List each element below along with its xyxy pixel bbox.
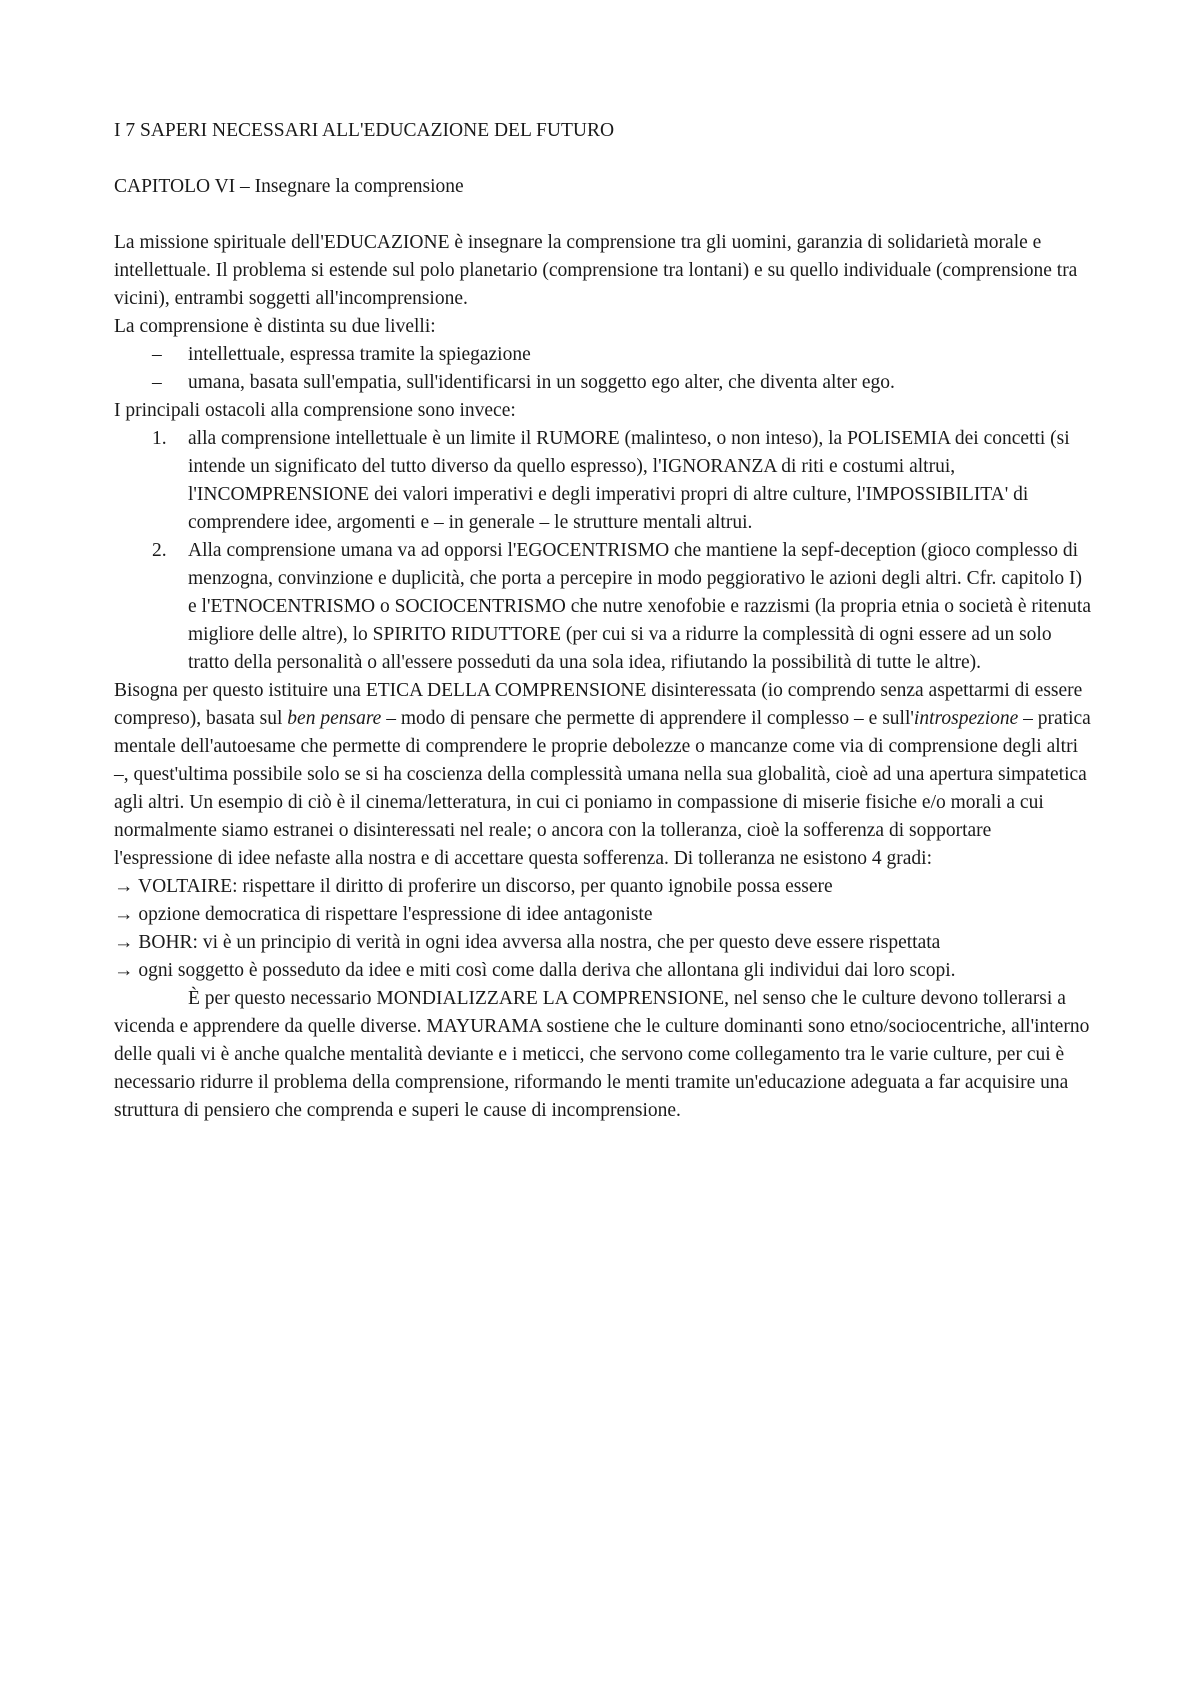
tolerance-line: → ogni soggetto è posseduto da idee e miti così come dalla deriva che allontana gli individui dai loro scopi. — [114, 960, 956, 981]
obstacles-intro: I principali ostacoli alla comprensione sono invece: — [114, 400, 516, 421]
chapter-heading: CAPITOLO VI – Insegnare la comprensione — [114, 176, 464, 197]
list-item — [114, 425, 1094, 537]
list-item-text: alla comprensione intellettuale è un limite il RUMORE (malinteso, o non inteso), la POLISEMIA dei concetti (si intende un significato del tutto diverso da quello espresso), l'IGNORANZA di riti e costumi altrui, l'INCOMPRENSIONE dei valori imperativi e degli imperativi propri di altre culture, l'IMPOSSIBILITA' di comprendere idee, argomenti e – in generale – le strutture mentali altrui. — [188, 428, 1070, 533]
list-item — [114, 341, 1094, 369]
ethics-paragraph — [114, 677, 1094, 873]
list-item-text: umana, basata sull'empatia, sull'identificarsi in un soggetto ego alter, che diventa alter ego. — [188, 372, 895, 393]
list-item-text: Alla comprensione umana va ad opporsi l'EGOCENTRISMO che mantiene la sepf-deception (gioco complesso di menzogna, convinzione e duplicità, che porta a percepire in modo peggiorativo le azioni degli altri. Cfr. capitolo I) e l'ETNOCENTRISMO o SOCIOCENTRISMO che nutre xenofobie e razzismi (la propria etnia o società è ritenuta migliore delle altre), lo SPIRITO RIDUTTORE (per cui si va a ridurre la complessità di ogni essere ad un solo tratto della personalità o all'essere posseduti da una sola idea, rifiutando la possibilità di tutte le altre). — [188, 540, 1091, 673]
levels-intro: La comprensione è distinta su due livelli: — [114, 316, 436, 337]
ethics-text-part: – pratica mentale dell'autoesame che permette di comprendere le proprie debolezze o mancanze come via di comprensione degli altri –, quest'ultima possibile solo se si ha coscienza della complessità umana nella sua globalità, cioè ad una apertura simpatetica agli altri. Un esempio di ciò è il cinema/letteratura, in cui ci poniamo in compassione di miserie fisiche e/o morali a cui normalmente siamo estranei o disinteressati nel reale; o ancora con la tolleranza, cioè la sofferenza di sopportare l'espressione di idee nefaste alla nostra e di accettare questa sofferenza. Di tolleranza ne esistono 4 gradi: — [114, 708, 1091, 869]
tolerance-line: → BOHR: vi è un principio di verità in ogni idea avversa alla nostra, che per questo deve essere rispettata — [114, 932, 941, 953]
list-item — [114, 537, 1094, 677]
list-number: 1. — [152, 428, 167, 449]
levels-list — [114, 341, 1094, 397]
ethics-emphasis: ben pensare — [287, 708, 382, 729]
conclusion-paragraph: È per questo necessario MONDIALIZZARE LA COMPRENSIONE, nel senso che le culture devono tollerarsi a vicenda e apprendere da quelle diverse. MAYURAMA sostiene che le culture dominanti sono etno/sociocentriche, all'interno delle quali vi è anche qualche mentalità deviante e i meticci, che servono come collegamento tra le varie culture, per cui è necessario ridurre il problema della comprensione, riformando le menti tramite un'educazione adeguata a far acquisire una struttura di pensiero che comprenda e superi le cause di incomprensione. — [114, 988, 1090, 1121]
obstacles-list — [114, 425, 1094, 677]
list-item — [114, 369, 1094, 397]
list-number: 2. — [152, 540, 167, 561]
ethics-text-part: – modo di pensare che permette di apprendere il complesso – e sull' — [381, 708, 914, 729]
dash-bullet: – — [152, 344, 162, 365]
ethics-emphasis: introspezione — [913, 708, 1019, 729]
tolerance-line: → VOLTAIRE: rispettare il diritto di proferire un discorso, per quanto ignobile possa essere — [114, 876, 833, 897]
tolerance-line: → opzione democratica di rispettare l'espressione di idee antagoniste — [114, 904, 653, 925]
ethics-text-part: Bisogna per questo istituire una ETICA DELLA COMPRENSIONE disinteressata (io comprendo senza aspettarmi di essere compreso), basata sul — [114, 680, 1083, 729]
document-title: I 7 SAPERI NECESSARI ALL'EDUCAZIONE DEL FUTURO — [114, 120, 615, 141]
dash-bullet: – — [152, 372, 162, 393]
intro-paragraph: La missione spirituale dell'EDUCAZIONE è insegnare la comprensione tra gli uomini, garanzia di solidarietà morale e intellettuale. Il problema si estende sul polo planetario (comprensione tra lontani) e su quello individuale (comprensione tra vicini), entrambi soggetti all'incomprensione. — [114, 232, 1078, 309]
list-item-text: intellettuale, espressa tramite la spiegazione — [188, 344, 531, 365]
document-body — [114, 117, 1094, 1125]
